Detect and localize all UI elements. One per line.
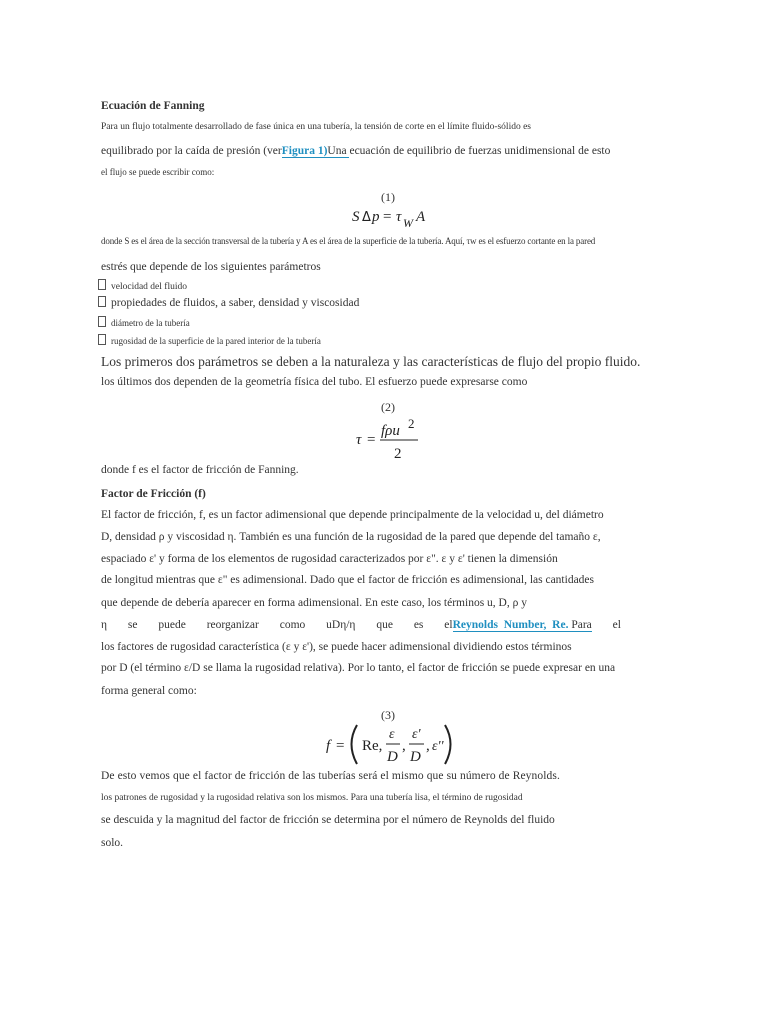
svg-text:τ: τ: [356, 432, 362, 448]
paragraph-line: que depende de debería aparecer en forma adimensional. En este caso, los términos u, D, ρ y: [101, 597, 527, 609]
equation-number: (1): [381, 190, 395, 204]
list-item: rugosidad de la superficie de la pared interior de la tubería: [98, 334, 321, 346]
text-fragment: ecuación de equilibrio de fuerzas unidimensional de esto: [349, 145, 611, 157]
svg-text:=: =: [367, 432, 376, 448]
svg-text:A: A: [416, 209, 426, 225]
equation-3-formula: [322, 722, 457, 768]
svg-text:,: ,: [402, 738, 406, 754]
svg-text:fρu: fρu: [381, 423, 400, 439]
equation-number: (2): [381, 400, 395, 414]
paragraph-line: [101, 146, 610, 158]
paragraph-line: De esto vemos que el factor de fricción de las tuberías será el mismo que su número de Reynolds.: [101, 770, 560, 782]
paragraph-line: de longitud mientras que ε" es adimensional. Dado que el factor de fricción es adimensional, las cantidades: [101, 574, 595, 586]
svg-text:f: f: [326, 738, 331, 754]
svg-text:D: D: [410, 749, 421, 765]
reynolds-number-link[interactable]: Reynolds Number, Re. Para: [452, 619, 592, 631]
paragraph-line: se descuida y la magnitud del factor de fricción se determina por el número de Reynolds del fluido: [101, 814, 555, 826]
svg-text:2: 2: [394, 446, 402, 462]
equation-2-formula: [352, 414, 432, 464]
paragraph-line-justified: η se puede reorganizar como uDη/η que es elReynolds Number, Re. Para el: [101, 619, 621, 631]
paragraph-line: El factor de fricción, f, es un factor adimensional que depende principalmente de la velocidad u, del diámetro: [101, 509, 604, 521]
svg-text:ε'': ε'': [432, 739, 444, 754]
list-item: velocidad del fluido: [98, 279, 187, 293]
bullet-box-icon: [98, 279, 106, 290]
paragraph-line: solo.: [101, 837, 124, 849]
paragraph-line: el flujo se puede escribir como:: [101, 167, 215, 177]
paragraph-line: forma general como:: [101, 685, 197, 697]
equation-1-formula: [350, 204, 440, 230]
paragraph-line: donde S es el área de la sección transversal de la tubería y A es el área de la superficie de la tubería. Aquí, τw es el esfuerzo cortante en la pared: [101, 236, 596, 246]
paragraph-line: donde f es el factor de fricción de Fanning.: [101, 464, 299, 476]
list-item: diámetro de la tubería: [98, 316, 190, 328]
svg-text:D: D: [387, 749, 398, 765]
svg-text:S: S: [352, 209, 360, 225]
svg-text:τ: τ: [396, 209, 402, 225]
paragraph-line: los factores de rugosidad característica (ε y ε'), se puede hacer adimensional dividiendo estos términos: [101, 641, 572, 653]
section-heading-friction-factor: Factor de Fricción (f): [101, 488, 206, 500]
svg-text:ε': ε': [412, 727, 421, 742]
svg-text:W: W: [403, 216, 413, 230]
svg-text:,: ,: [426, 738, 430, 754]
text-fragment: equilibrado por la caída de presión (ver: [101, 145, 282, 157]
figure-1-link[interactable]: Figura 1)Una: [281, 145, 350, 157]
svg-text:p: p: [372, 209, 380, 225]
svg-text:=: =: [336, 738, 345, 754]
paragraph-line: Para un flujo totalmente desarrollado de fase única en una tubería, la tensión de corte en el límite fluido-sólido es: [101, 122, 531, 132]
bullet-box-icon: [98, 316, 106, 327]
list-item: propiedades de fluidos, a saber, densidad y viscosidad: [98, 296, 359, 310]
paragraph-line: estrés que depende de los siguientes parámetros: [101, 261, 321, 273]
paragraph-line: por D (el término ε/D se llama la rugosidad relativa). Por lo tanto, el factor de fricción se puede expresar en una: [101, 662, 616, 674]
svg-text:Re,: Re,: [362, 738, 383, 754]
svg-text:=: =: [383, 209, 392, 225]
bullet-box-icon: [98, 334, 106, 345]
paragraph-line: los patrones de rugosidad y la rugosidad relativa son los mismos. Para una tubería lisa, el término de rugosidad: [101, 793, 523, 803]
svg-text:Δ: Δ: [362, 210, 371, 225]
section-heading-fanning: Ecuación de Fanning: [101, 100, 205, 112]
paragraph-line: los últimos dos dependen de la geometría física del tubo. El esfuerzo puede expresarse como: [101, 376, 528, 388]
bullet-box-icon: [98, 296, 106, 307]
paragraph-line: espaciado ε' y forma de los elementos de rugosidad caracterizados por ε". ε y ε' tienen la dimensión: [101, 553, 558, 565]
svg-text:ε: ε: [389, 727, 395, 742]
paragraph-line: D, densidad ρ y viscosidad η. También es una función de la rugosidad de la pared que depende del tamaño ε,: [101, 531, 601, 543]
paragraph-line: Los primeros dos parámetros se deben a la naturaleza y las características de flujo del propio fluido.: [101, 354, 641, 369]
equation-number: (3): [381, 708, 395, 722]
svg-text:2: 2: [408, 416, 415, 431]
